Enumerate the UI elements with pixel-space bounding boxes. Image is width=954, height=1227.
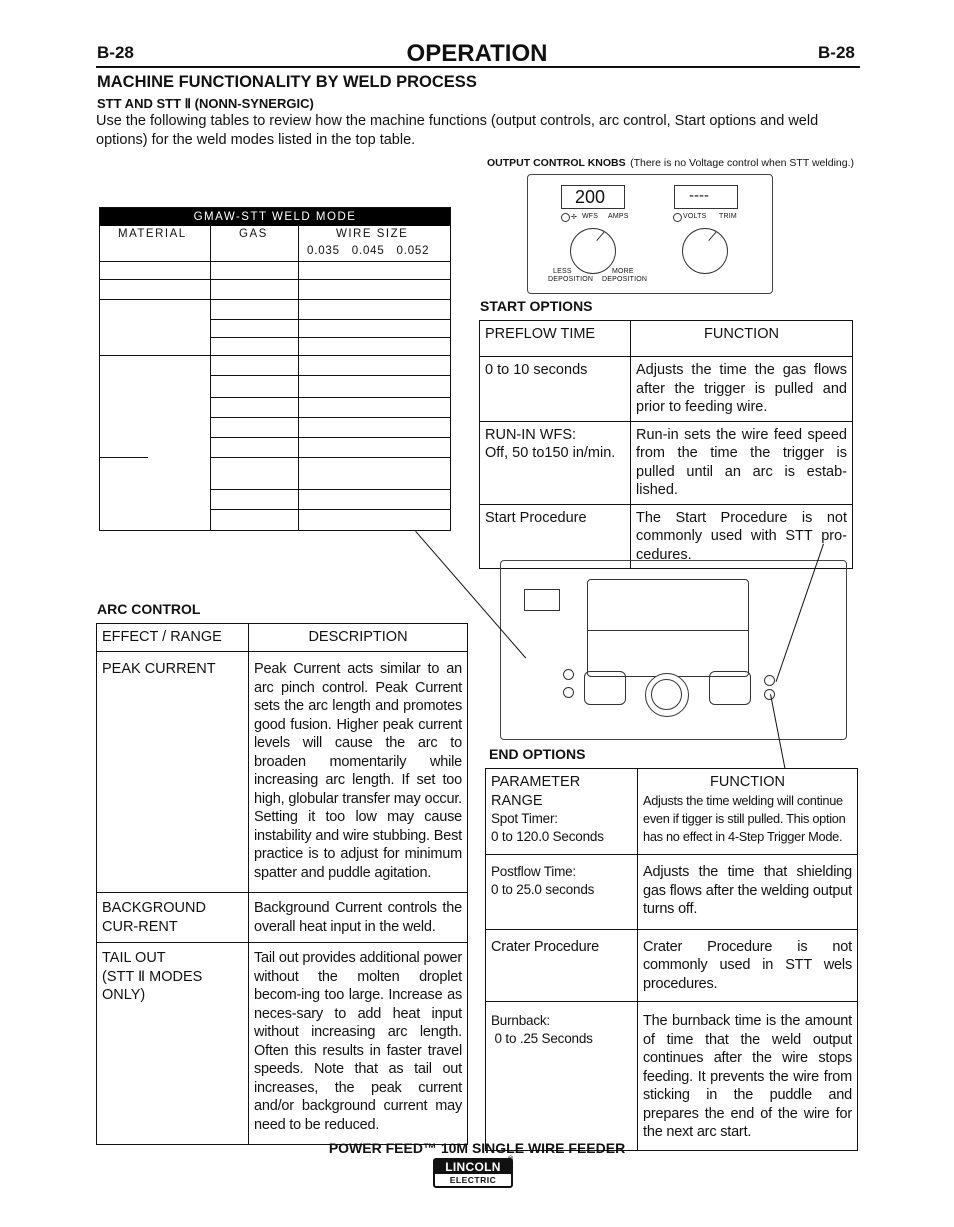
page-number-left: B-28 <box>97 43 134 62</box>
footer-product-name: POWER FEED™ 10M SINGLE WIRE FEEDER <box>328 1140 626 1156</box>
end-param <box>486 1002 638 1151</box>
section-subtitle: STT AND STT Ⅱ (NONN-SYNERGIC) <box>97 96 314 111</box>
logo-top-text: LINCOLN <box>435 1160 511 1174</box>
arc-param: PEAK CURRENT <box>97 652 249 893</box>
knob-inner-ring <box>651 679 682 710</box>
end-param-label: Spot Timer: <box>491 811 558 826</box>
start-desc: Run-in sets the wire feed speed from the time the trigger is pulled until an arc is estab-lished. <box>631 421 853 504</box>
arc-param-note: (STT Ⅱ MODES ONLY) <box>102 968 203 1003</box>
start-param-range: Off, 50 to150 in/min. <box>485 445 616 461</box>
arc-control-table <box>96 623 468 1145</box>
weld-table-rule <box>210 417 450 418</box>
arc-param: BACKGROUND CUR-RENT <box>97 893 249 943</box>
end-param-range: 0 to 25.0 seconds <box>491 882 595 897</box>
output-control-label: OUTPUT CONTROL KNOBS <box>486 157 626 169</box>
weld-table-rule <box>210 319 450 320</box>
panel-left-button[interactable] <box>584 671 626 705</box>
section-title: MACHINE FUNCTIONALITY BY WELD PROCESS <box>97 73 477 91</box>
weld-mode-title: GMAW-STT WELD MODE <box>100 208 450 226</box>
arc-param-label: TAIL OUT <box>102 950 166 966</box>
start-param-label: RUN-IN WFS: <box>485 426 577 443</box>
start-desc: Adjusts the time the gas flows after the trigger is pulled and prior to feeding wire. <box>631 357 853 422</box>
col-gas: GAS <box>239 228 268 240</box>
panel-led-left-bottom <box>563 687 574 698</box>
end-options-table <box>485 768 858 1151</box>
logo-bottom-text: ELECTRIC <box>449 1175 497 1185</box>
end-desc-text: Adjusts the time welding will continue even if tigger is still pulled. This option has no effect in 4-Step Trigger Mode. <box>643 792 846 844</box>
end-param-range: 0 to .25 Seconds <box>491 1031 593 1046</box>
start-param: Start Procedure <box>480 504 631 569</box>
arc-col-description: DESCRIPTION <box>249 624 468 652</box>
display-divider <box>588 630 748 631</box>
volts-knob-pointer <box>708 231 716 241</box>
weld-table-rule <box>210 397 450 398</box>
start-col-function: FUNCTION <box>631 321 853 357</box>
start-desc: The Start Procedure is not commonly used with STT pro-cedures. <box>631 504 853 569</box>
wfs-knob-pointer <box>596 231 604 241</box>
output-control-note: (There is no Voltage control when STT welding.) <box>630 157 854 169</box>
volts-trim-display <box>674 185 738 209</box>
end-param: Crater Procedure <box>486 929 638 1002</box>
weld-table-rule <box>210 437 450 438</box>
more-deposition-label: DEPOSITION <box>602 276 648 283</box>
start-col-param: PREFLOW TIME <box>480 321 631 357</box>
panel-main-display <box>587 579 749 677</box>
panel-led-left-top <box>563 669 574 680</box>
wfs-knob[interactable] <box>570 228 616 274</box>
arc-control-title: ARC CONTROL <box>97 601 201 617</box>
page-number-right: B-28 <box>818 43 855 62</box>
output-control-caption <box>430 153 854 171</box>
panel-right-button[interactable] <box>709 671 751 705</box>
weld-table-rule <box>100 457 148 458</box>
start-options-title: START OPTIONS <box>480 298 593 314</box>
end-param <box>486 855 638 930</box>
end-col-function: FUNCTION <box>710 774 785 790</box>
start-param: 0 to 10 seconds <box>480 357 631 422</box>
amps-label: AMPS <box>608 213 629 220</box>
weld-table-rule <box>210 509 450 510</box>
wfs-indicator-icon: ✢ <box>571 214 578 221</box>
wfs-amps-display <box>561 185 625 209</box>
intro-paragraph: Use the following tables to review how the machine functions (output controls, arc control, Start options and weld options) for the weld modes listed in the top table. <box>96 113 819 148</box>
end-desc <box>638 769 858 855</box>
weld-table-rule <box>210 337 450 338</box>
panel-led-right-top <box>764 675 775 686</box>
volts-led <box>673 213 682 222</box>
weld-table-rule <box>210 457 450 458</box>
volts-label: VOLTS <box>683 213 707 220</box>
volts-knob[interactable] <box>682 228 728 274</box>
weld-table-rule <box>210 489 450 490</box>
output-control-panel <box>527 174 773 294</box>
col-wire-size: WIRE SIZE <box>336 228 409 240</box>
weld-table-rule <box>100 261 450 262</box>
weld-mode-table <box>99 207 451 531</box>
wfs-label: WFS <box>582 213 599 220</box>
weld-table-divider <box>298 226 299 530</box>
less-deposition-label: DEPOSITION <box>548 276 594 283</box>
trim-label: TRIM <box>719 213 737 220</box>
arc-desc: Peak Current acts similar to an arc pinch control. Peak Current sets the arc length and promotes good fusion. Higher peak current levels will cause the arc to broaden momentarily while increasing arc length. If set too high, globular transfer may occur. Setting it too low may cause instability and wire stubbing. Best practice is to adjust for minimum spatter and puddle agitation. <box>249 652 468 893</box>
arc-desc: Tail out provides additional power without the molten droplet becom-ing too large. Increase as neces-sary to add heat input without increasing arc length. Often this results in faster travel speeds. Note that as tail out increases, the peak current and/or background current may need to be reduced. <box>249 943 468 1145</box>
end-desc: Adjusts the time that shielding gas flows after the welding output turns off. <box>638 855 858 930</box>
wfs-display-value: 200 <box>575 187 606 207</box>
panel-control-knob[interactable] <box>645 673 689 717</box>
end-options-title: END OPTIONS <box>489 746 586 762</box>
end-param <box>486 769 638 855</box>
weld-table-rule <box>210 375 450 376</box>
end-param-label: Burnback: <box>491 1013 550 1028</box>
page-title: OPERATION <box>406 40 548 67</box>
weld-table-rule <box>100 355 450 356</box>
lincoln-electric-logo <box>433 1158 513 1188</box>
wfs-led <box>561 213 570 222</box>
logo-registered-mark: ® <box>508 1156 514 1163</box>
header-rule <box>96 66 860 68</box>
arc-param <box>97 943 249 1145</box>
col-material: MATERIAL <box>118 228 187 240</box>
less-label: LESS <box>553 268 572 275</box>
weld-table-rule <box>100 279 450 280</box>
front-panel-drawing <box>500 560 847 740</box>
volts-display-value: ---- <box>689 187 709 204</box>
more-label: MORE <box>612 268 634 275</box>
panel-small-display <box>524 589 560 611</box>
end-param-label: Postflow Time: <box>491 864 576 879</box>
start-options-table <box>479 320 853 569</box>
wire-sizes: 0.035 0.045 0.052 <box>307 245 430 257</box>
weld-table-divider <box>210 226 211 530</box>
weld-table-rule <box>100 299 450 300</box>
end-desc: The burnback time is the amount of time that the weld output continues after the wire stops feeding. It prevents the wire from sticking in the puddle and prepares the end of the wire for the next arc start. <box>638 1002 858 1151</box>
arc-col-effect: EFFECT / RANGE <box>97 624 249 652</box>
arc-desc: Background Current controls the overall heat input in the weld. <box>249 893 468 943</box>
end-param-range: 0 to 120.0 Seconds <box>491 829 604 844</box>
start-param <box>480 421 631 504</box>
end-desc: Crater Procedure is not commonly used in STT wels procedures. <box>638 929 858 1002</box>
end-col-param: PARAMETER RANGE <box>491 774 581 809</box>
